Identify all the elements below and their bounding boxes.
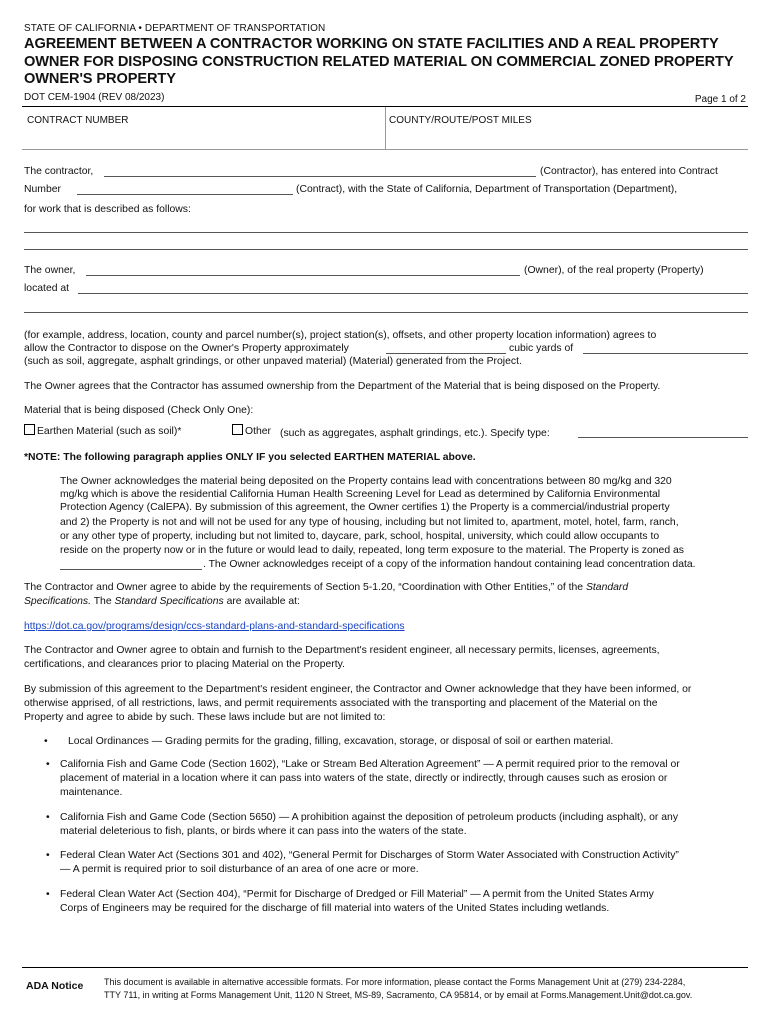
- bullet-4-line-2: — A permit is required prior to soil disturbance of an area of one acre or more.: [60, 864, 419, 875]
- abide-text-2: The: [93, 596, 112, 607]
- other-material-checkbox[interactable]: [232, 424, 243, 435]
- county-route-label: COUNTY/ROUTE/POST MILES: [389, 115, 532, 126]
- contract-number-prefix: Number: [24, 184, 61, 195]
- abide-italic-2a: Specifications.: [24, 596, 91, 607]
- bullet-2-line-1: California Fish and Game Code (Section 1602), “Lake or Stream Bed Alteration Agreement” — A permit required prior to the removal or: [60, 759, 680, 770]
- contract-number-line-field[interactable]: [77, 194, 293, 195]
- bullet-1-line-1: Local Ordinances — Grading permits for the grading, filling, excavation, storage, or disposal of soil or earthen material.: [68, 736, 614, 747]
- ada-notice-label: ADA Notice: [26, 980, 84, 992]
- cubic-yards-field[interactable]: [386, 353, 506, 354]
- lead-paragraph-line-6: reside on the property now or in the future or would lead to daily, repeated, long term exposure to the material. The Property is zoned as: [60, 545, 684, 556]
- bullet-4-line-1: Federal Clean Water Act (Sections 301 and 402), “General Permit for Discharges of Storm Water Associated with Construction Activity”: [60, 850, 679, 861]
- example-text-2a: allow the Contractor to dispose on the Owner's Property approximately: [24, 343, 349, 354]
- abide-paragraph-line-1: [24, 581, 628, 595]
- page-number: Page 1 of 2: [694, 94, 746, 105]
- bullet-5-line-2: Corps of Engineers may be required for the discharge of fill material into waters of the United States including wetlands.: [60, 903, 610, 914]
- abide-paragraph-line-2: [24, 595, 300, 609]
- ada-notice-line-2: TTY 711, in writing at Forms Management Unit, 1120 N Street, MS-89, Sacramento, CA 95814, or by email at Forms.Management.Unit@dot.ca.gov.: [104, 990, 693, 1000]
- material-check-label: Material that is being disposed (Check Only One):: [24, 405, 254, 416]
- lead-paragraph-line-2: mg/kg which is above the residential California Human Health Screening Level for Lead as determined by California Environmental: [60, 489, 661, 500]
- earthen-material-checkbox[interactable]: [24, 424, 35, 435]
- abide-text-1: The Contractor and Owner agree to abide by the requirements of Section 5-1.20, “Coordination with Other Entities,” of the: [24, 582, 584, 593]
- bullet-marker: •: [46, 889, 50, 900]
- earthen-material-option[interactable]: [24, 424, 181, 439]
- ownership-paragraph: The Owner agrees that the Contractor has assumed ownership from the Department of the Material that is being disposed on the Property.: [24, 381, 661, 392]
- work-description-line-2[interactable]: [24, 249, 748, 250]
- location-field-2[interactable]: [24, 312, 748, 313]
- contract-number-suffix: (Contract), with the State of California, Department of Transportation (Department),: [296, 184, 678, 195]
- abide-italic-1: Standard: [585, 582, 629, 593]
- owner-prefix: The owner,: [24, 265, 76, 276]
- lead-paragraph-line-5: or any other type of property, including but not limited to, daycare, park, school, hospital, university, which could allow occupants to: [60, 531, 660, 542]
- contractor-name-field[interactable]: [104, 176, 536, 177]
- laws-paragraph-line-3: Property and agree to abide by such. These laws include but are not limited to:: [24, 712, 386, 723]
- department-header: STATE OF CALIFORNIA • DEPARTMENT OF TRANSPORTATION: [24, 23, 326, 34]
- footer-divider: [22, 967, 748, 968]
- lead-paragraph-line-1: The Owner acknowledges the material being deposited on the Property contains lead with concentrations between 80 mg/kg and 320: [60, 476, 672, 487]
- earthen-material-label: Earthen Material (such as soil)*: [37, 426, 182, 437]
- other-material-label-b: (such as aggregates, asphalt grindings, etc.). Specify type:: [280, 428, 550, 439]
- work-description-label: for work that is described as follows:: [24, 204, 191, 215]
- contractor-prefix: The contractor,: [24, 166, 94, 177]
- standard-specifications-link[interactable]: https://dot.ca.gov/programs/design/ccs-standard-plans-and-standard-specifications: [24, 621, 405, 632]
- lead-paragraph-line-7: . The Owner acknowledges receipt of a copy of the information handout containing lead concentration data.: [203, 559, 696, 570]
- abide-text-2-end: are available at:: [226, 596, 300, 607]
- location-prefix: located at: [24, 283, 70, 294]
- form-number: DOT CEM-1904 (REV 08/2023): [24, 92, 165, 103]
- laws-paragraph-line-1: By submission of this agreement to the Department's resident engineer, the Contractor and Owner acknowledge that they have been informed, or: [24, 684, 692, 695]
- other-material-label-a: Other: [245, 426, 271, 437]
- header-fields-divider: [385, 107, 386, 150]
- bullet-3-line-1: California Fish and Game Code (Section 5650) — A prohibition against the deposition of petroleum products (including asphalt), or any: [60, 812, 679, 823]
- zoning-field[interactable]: [60, 569, 202, 570]
- material-type-field[interactable]: [583, 353, 748, 354]
- bullet-marker: •: [44, 736, 48, 747]
- bullet-marker: •: [46, 850, 50, 861]
- laws-paragraph-line-2: otherwise apprised, of all restrictions, laws, and permit requirements associated with the transporting and placement of the Material on the: [24, 698, 658, 709]
- example-text-2b: cubic yards of: [509, 343, 574, 354]
- ada-notice-text: [104, 976, 744, 1002]
- bullet-marker: •: [46, 812, 50, 823]
- lead-paragraph-line-3: Protection Agency (CalEPA). By submission of this agreement, the Owner certifies 1) the Property is a commercial/industrial property: [60, 502, 670, 513]
- example-text-1: (for example, address, location, county and parcel number(s), project station(s), offsets, and other property location information) agrees to: [24, 330, 657, 341]
- owner-suffix: (Owner), of the real property (Property): [524, 265, 704, 276]
- lead-paragraph-line-4: and 2) the Property is not and will not be used for any type of housing, including but not limited to, apartment, motel, hotel, farm, ranch,: [60, 517, 679, 528]
- bullet-2-line-2: placement of material in a location where it can pass into waters of the state, directly or indirectly, through causes such as erosion or: [60, 773, 668, 784]
- permits-paragraph-line-1: The Contractor and Owner agree to obtain and furnish to the Department's resident engineer, all necessary permits, licenses, agreements,: [24, 645, 660, 656]
- permits-paragraph-line-2: certifications, and clearances prior to placing Material on the Property.: [24, 659, 345, 670]
- county-route-input[interactable]: [389, 128, 744, 146]
- contract-number-input[interactable]: [27, 128, 377, 146]
- bullet-3-line-2: material deleterious to fish, plants, or birds where it can pass into the waters of the state.: [60, 826, 467, 837]
- contract-number-label: CONTRACT NUMBER: [27, 115, 129, 126]
- bullet-2-line-3: maintenance.: [60, 787, 123, 798]
- abide-italic-2b: Standard Specifications: [114, 596, 224, 607]
- other-material-option[interactable]: [232, 424, 271, 439]
- example-text-3: (such as soil, aggregate, asphalt grindings, or other unpaved material) (Material) generated from the Project.: [24, 356, 522, 367]
- other-material-type-field[interactable]: [578, 437, 748, 438]
- bullet-marker: •: [46, 759, 50, 770]
- work-description-line-1[interactable]: [24, 232, 748, 233]
- bullet-5-line-1: Federal Clean Water Act (Section 404), “Permit for Discharge of Dredged or Fill Material” — A permit from the United States Army: [60, 889, 654, 900]
- earthen-note: *NOTE: The following paragraph applies ONLY IF you selected EARTHEN MATERIAL above.: [24, 452, 476, 463]
- owner-name-field[interactable]: [86, 275, 520, 276]
- form-title: AGREEMENT BETWEEN A CONTRACTOR WORKING ON STATE FACILITIES AND A REAL PROPERTY OWNER FOR DISPOSING CONSTRUCTION RELATED MATERIAL ON COMMERCIAL ZONED PROPERTY OWNER'S PROPERTY: [24, 36, 734, 87]
- location-field-1[interactable]: [78, 293, 748, 294]
- ada-notice-line-1: This document is available in alternative accessible formats. For more information, please contact the Forms Management Unit at (279) 234-2284,: [104, 977, 686, 987]
- contractor-suffix: (Contractor), has entered into Contract: [540, 166, 718, 177]
